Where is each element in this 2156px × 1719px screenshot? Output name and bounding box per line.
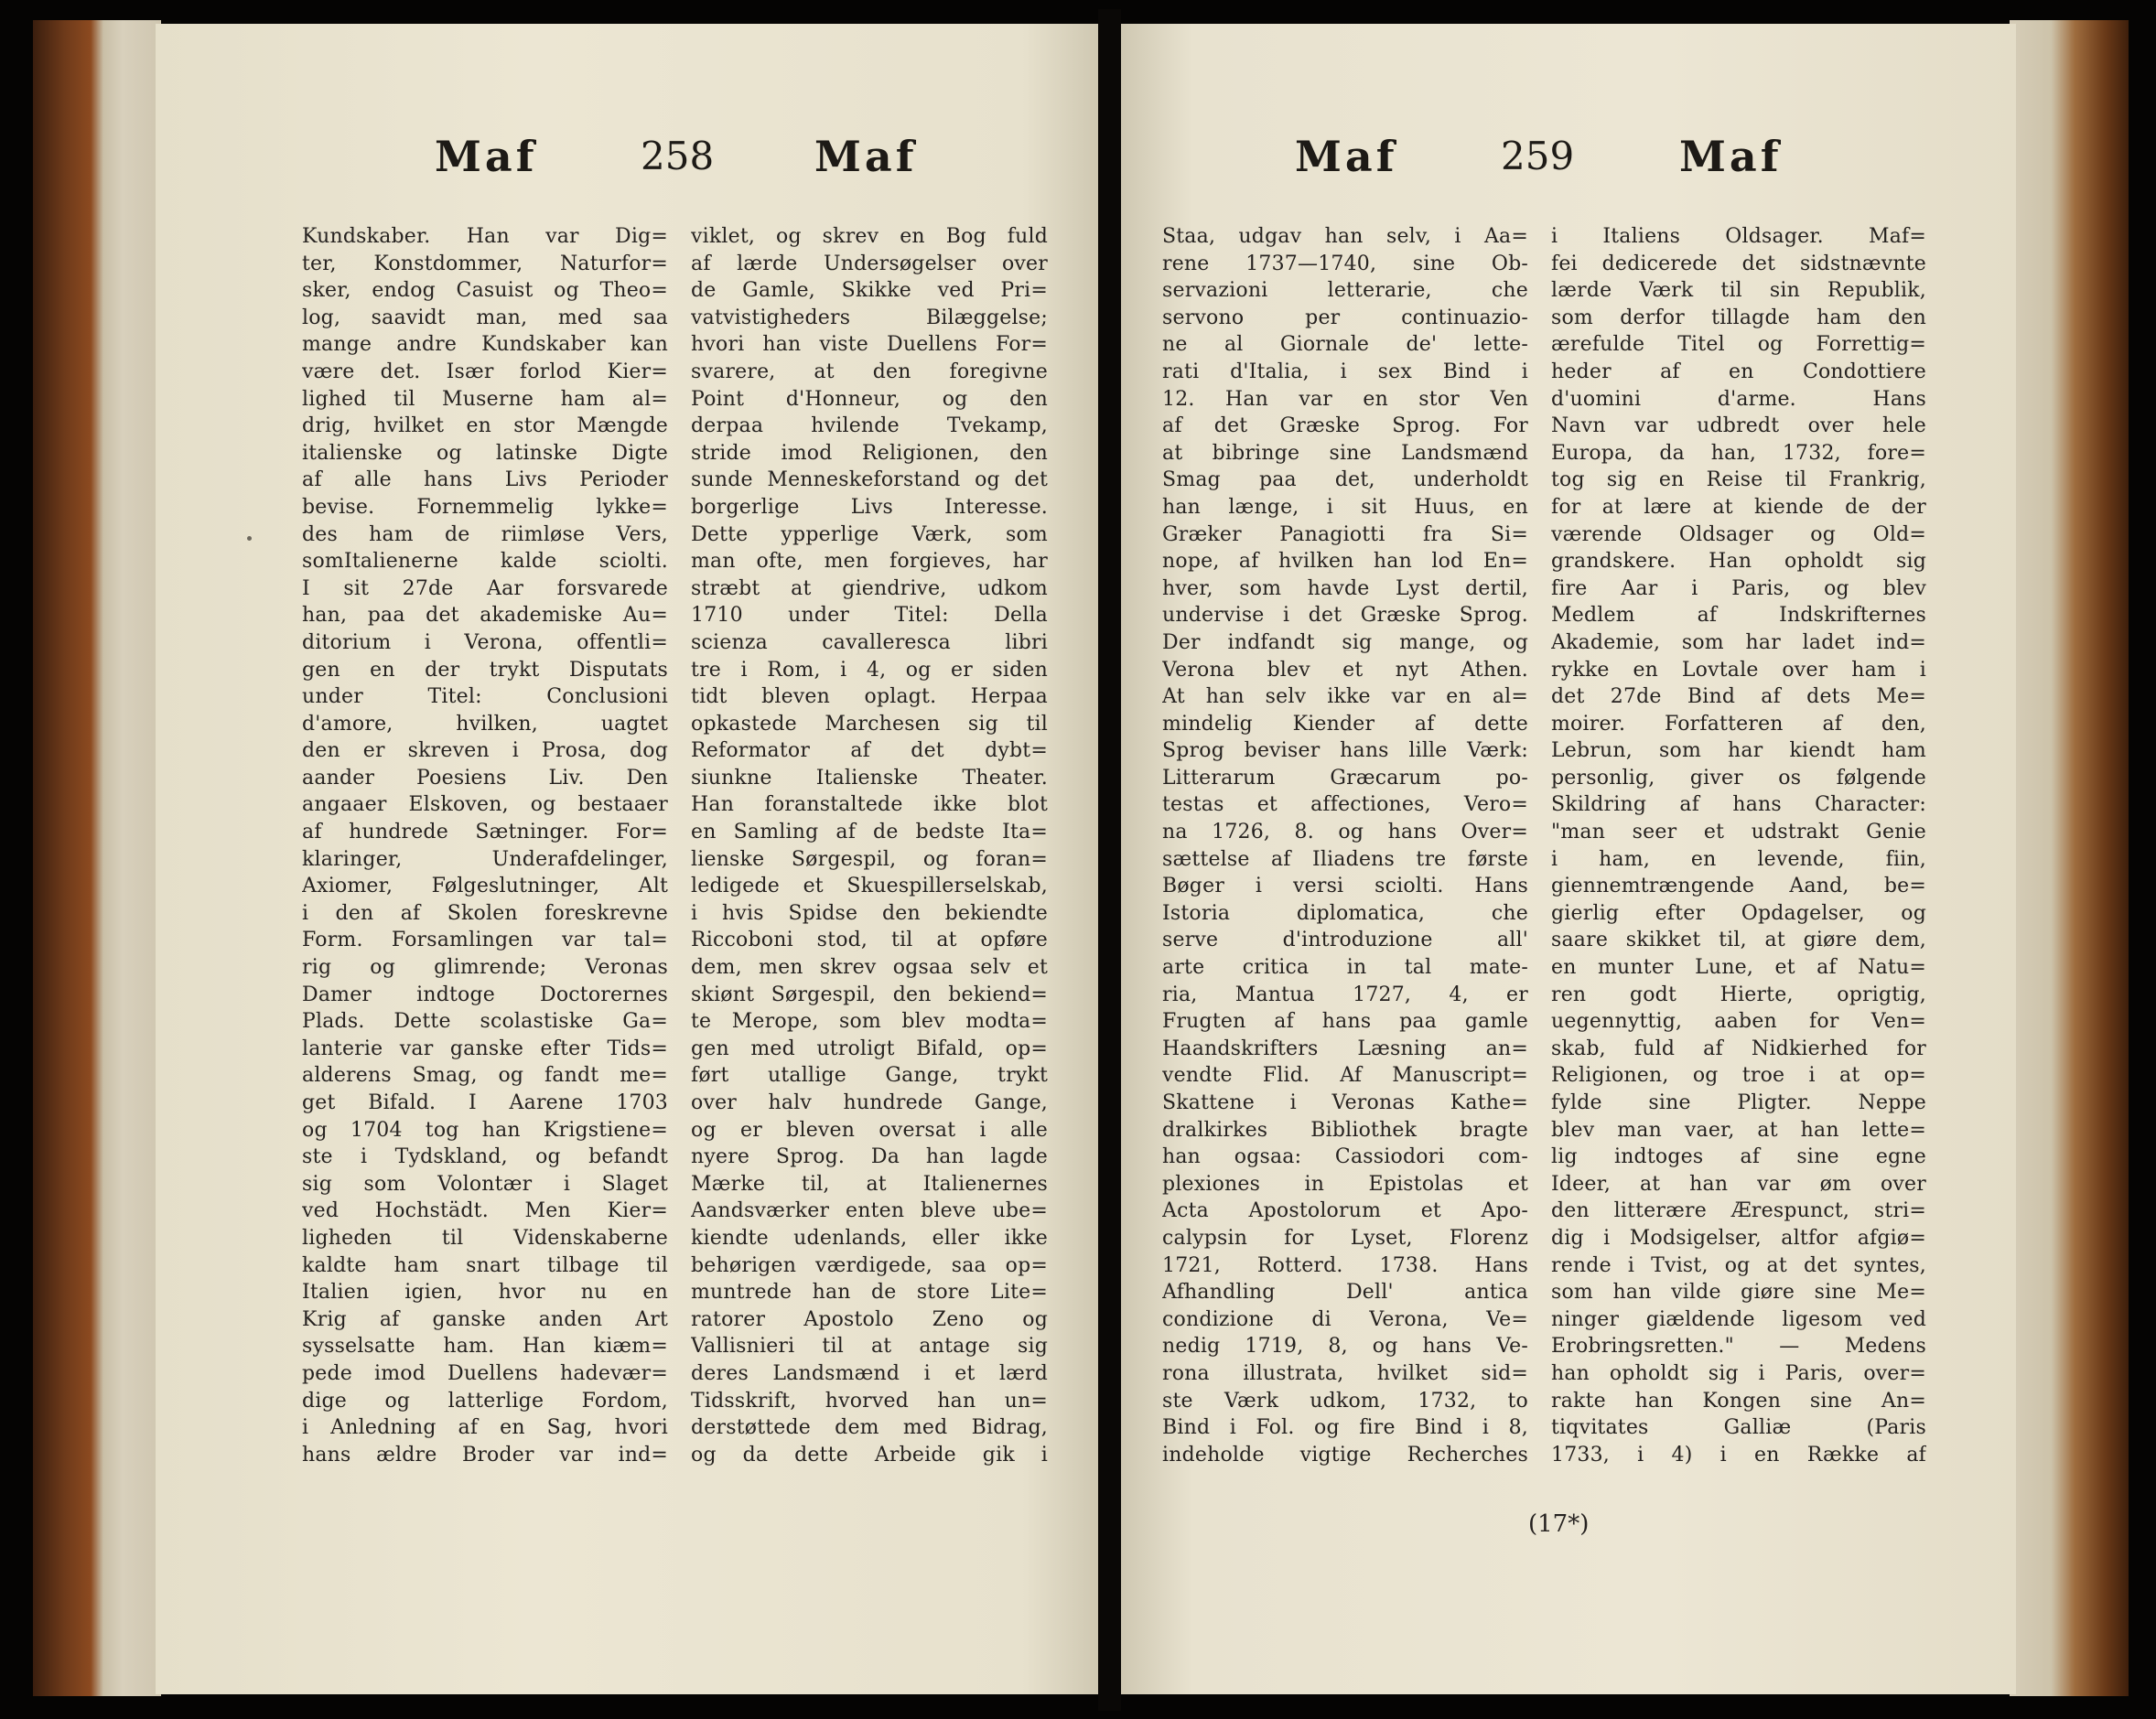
text-line: Staa, udgav han selv, i Aa= [1162,225,1528,248]
text-line: kiendte udenlands, eller ikke [691,1226,1048,1250]
text-line: sunde Menneskeforstand og det [691,468,1048,492]
text-line: Mærke til, at Italienernes [691,1172,1048,1196]
text-line: Reformator af det dybt= [691,739,1048,763]
left-page-column-1 [302,223,668,1468]
text-line: heder af en Condottiere [1551,360,1926,383]
text-line: vendte Flid. Af Manuscript= [1162,1064,1528,1088]
text-line: skab, fuld af Nidkierhed for [1551,1037,1926,1060]
text-line: Tidsskrift, hvorved han un= [691,1389,1048,1413]
text-line: rig og glimrende; Veronas [302,956,668,980]
text-line: d'amore, hvilken, uagtet [302,712,668,736]
text-line: Skildring af hans Character: [1551,793,1926,817]
text-line: 12. Han var en stor Ven [1162,387,1528,411]
text-line: log, saavidt man, med saa [302,306,668,329]
text-line: over halv hundrede Gange, [691,1091,1048,1114]
text-line: d'uomini d'arme. Hans [1551,387,1926,411]
text-line: i den af Skolen foreskrevne [302,901,668,925]
text-line: Form. Forsamlingen var tal= [302,929,668,952]
text-line: "man seer et udstrakt Genie [1551,821,1926,844]
text-line: Frugten af hans paa gamle [1162,1010,1528,1034]
left-binding-edge [33,20,161,1696]
text-line: hver, som havde Lyst dertil, [1162,576,1528,600]
book-gutter [1098,9,1121,1711]
text-line: dralkirkes Bibliothek bragte [1162,1118,1528,1142]
text-line: Lebrun, som har kiendt ham [1551,739,1926,763]
text-line: gen en der trykt Disputats [302,658,668,682]
text-line: mange andre Kundskaber kan [302,333,668,357]
text-line: Riccoboni stod, til at opføre [691,929,1048,952]
text-line: og er bleven oversat i alle [691,1118,1048,1142]
text-line: testas et affectiones, Vero= [1162,793,1528,817]
text-line: bevise. Fornemmelig lykke= [302,495,668,519]
text-line: Erobringsretten." — Medens [1551,1335,1926,1359]
text-line: som derfor tillagde ham den [1551,306,1926,329]
text-line: Bind i Fol. og fire Bind i 8, [1162,1416,1528,1440]
text-line: af hundrede Sætninger. For= [302,821,668,844]
text-line: Kundskaber. Han var Dig= [302,225,668,248]
text-line: ledigede et Skuespillerselskab, [691,875,1048,898]
right-page-number: 259 [1501,134,1575,178]
text-line: han opholdt sig i Paris, over= [1551,1361,1926,1385]
text-line: rona illustrata, hvilket sid= [1162,1361,1528,1385]
text-line: som han vilde giøre sine Me= [1551,1281,1926,1305]
text-line: fire Aar i Paris, og blev [1551,576,1926,600]
text-line: te Merope, som blev modta= [691,1010,1048,1034]
text-line: lærde Værk til sin Republik, [1551,279,1926,303]
text-line: blev man vaer, at han lette= [1551,1118,1926,1142]
text-line: sysselsatte ham. Han kiæm= [302,1335,668,1359]
text-line: stræbt at giendrive, udkom [691,576,1048,600]
text-line: sker, endog Casuist og Theo= [302,279,668,303]
margin-speck [247,536,252,541]
text-line: ren godt Hierte, oprigtig, [1551,983,1926,1006]
text-line: Medlem af Indskrifternes [1551,604,1926,628]
right-binding-edge [2010,20,2129,1696]
text-line: ter, Konstdommer, Naturfor= [302,252,668,275]
text-line: serve d'introduzione all' [1162,929,1528,952]
text-line: hvori han viste Duellens For= [691,333,1048,357]
text-line: den litterære Ærespunct, stri= [1551,1199,1926,1223]
text-line: lighed til Muserne ham al= [302,387,668,411]
left-page-number: 258 [641,134,715,178]
text-line: derstøttede dem med Bidrag, [691,1416,1048,1440]
text-line: den er skreven i Prosa, dog [302,739,668,763]
text-line: siunkne Italienske Theater. [691,766,1048,790]
text-line: mindelig Kiender af dette [1162,712,1528,736]
text-line: Bøger i versi sciolti. Hans [1162,875,1528,898]
text-line: alderens Smag, og fandt me= [302,1064,668,1088]
text-line: Haandskrifters Læsning an= [1162,1037,1528,1060]
text-line: klaringer, Underafdelinger, [302,847,668,871]
text-line: under Titel: Conclusioni [302,685,668,709]
text-line: ligheden til Videnskaberne [302,1226,668,1250]
text-line: personlig, giver os følgende [1551,766,1926,790]
text-line: i hvis Spidse den bekiendte [691,901,1048,925]
text-line: en munter Lune, et af Natu= [1551,956,1926,980]
text-line: i Anledning af en Sag, hvori [302,1416,668,1440]
text-line: I sit 27de Aar forsvarede [302,576,668,600]
text-line: rende i Tvist, og at det syntes, [1551,1253,1926,1277]
text-line: dig i Modsigelser, altfor afgiø= [1551,1226,1926,1250]
right-page-header [1121,123,2016,187]
text-line: af det Græske Sprog. For [1162,414,1528,438]
text-line: Navn var udbredt over hele [1551,414,1926,438]
text-line: 1710 under Titel: Della [691,604,1048,628]
text-line: nope, af hvilken han lod En= [1162,550,1528,574]
text-line: des ham de riimløse Vers, [302,522,668,546]
left-headword-right: Maf [814,132,918,181]
text-line: Aandsværker enten bleve ube= [691,1199,1048,1223]
text-line: at bibringe sine Landsmænd [1162,441,1528,465]
text-line: 1733, i 4) i en Række af [1551,1443,1926,1467]
text-line: og da dette Arbeide gik i [691,1443,1048,1467]
text-line: kaldte ham snart tilbage til [302,1253,668,1277]
text-line: sig som Volontær i Slaget [302,1172,668,1196]
text-line: opkastede Marchesen sig til [691,712,1048,736]
left-page-header [156,123,1098,187]
text-line: undervise i det Græske Sprog. [1162,604,1528,628]
right-headword-left: Maf [1295,132,1398,181]
text-line: ratorer Apostolo Zeno og [691,1307,1048,1331]
text-line: han længe, i sit Huus, en [1162,495,1528,519]
text-line: de Gamle, Skikke ved Pri= [691,279,1048,303]
text-line: ved Hochstädt. Men Kier= [302,1199,668,1223]
text-line: giennemtrængende Aand, be= [1551,875,1926,898]
text-line: vatvistigheders Bilæggelse; [691,306,1048,329]
text-line: na 1726, 8. og hans Over= [1162,821,1528,844]
text-line: skiønt Sørgespil, den bekiend= [691,983,1048,1006]
text-line: Italien igien, hvor nu en [302,1281,668,1305]
text-line: rene 1737—1740, sine Ob- [1162,252,1528,275]
signature-mark: (17*) [1528,1510,1590,1538]
text-line: italienske og latinske Digte [302,441,668,465]
text-line: stride imod Religionen, den [691,441,1048,465]
left-page-column-2 [691,223,1048,1468]
text-line: tog sig en Reise til Frankrig, [1551,468,1926,492]
text-line: Græker Panagiotti fra Si= [1162,522,1528,546]
text-line: deres Landsmænd i et lærd [691,1361,1048,1385]
text-line: ste i Tydskland, og befandt [302,1145,668,1169]
text-line: angaaer Elskoven, og bestaaer [302,793,668,817]
text-line: servazioni letterarie, che [1162,279,1528,303]
text-line: Vallisnieri til at antage sig [691,1335,1048,1359]
text-line: dige og latterlige Fordom, [302,1389,668,1413]
text-line: At han selv ikke var en al= [1162,685,1528,709]
text-line: scienza cavalleresca libri [691,630,1048,654]
text-line: ærefulde Titel og Forrettig= [1551,333,1926,357]
text-line: Plads. Dette scolastiske Ga= [302,1010,668,1034]
text-line: somItalienerne kalde sciolti. [302,550,668,574]
text-line: Point d'Honneur, og den [691,387,1048,411]
text-line: Ideer, at han var øm over [1551,1172,1926,1196]
text-line: servono per continuazio- [1162,306,1528,329]
text-line: calypsin for Lyset, Florenz [1162,1226,1528,1250]
text-line: Axiomer, Følgeslutninger, Alt [302,875,668,898]
text-line: han, paa det akademiske Au= [302,604,668,628]
text-line: dem, men skrev ogsaa selv et [691,956,1048,980]
text-line: gen med utroligt Bifald, op= [691,1037,1048,1060]
text-line: nyere Sprog. Da han lagde [691,1145,1048,1169]
text-line: lig indtoges af sine egne [1551,1145,1926,1169]
text-line: drig, hvilket en stor Mængde [302,414,668,438]
left-headword-left: Maf [435,132,538,181]
text-line: man ofte, men forgieves, har [691,550,1048,574]
text-line: moirer. Forfatteren af den, [1551,712,1926,736]
text-line: plexiones in Epistolas et [1162,1172,1528,1196]
text-line: Religionen, og troe i at op= [1551,1064,1926,1088]
text-line: ninger giældende ligesom ved [1551,1307,1926,1331]
text-line: ste Værk udkom, 1732, to [1162,1389,1528,1413]
text-line: ne al Giornale de' lette- [1162,333,1528,357]
text-line: viklet, og skrev en Bog fuld [691,225,1048,248]
text-line: condizione di Verona, Ve= [1162,1307,1528,1331]
text-line: rati d'Italia, i sex Bind i [1162,360,1528,383]
text-line: fylde sine Pligter. Neppe [1551,1091,1926,1114]
text-line: tidt bleven oplagt. Herpaa [691,685,1048,709]
text-line: en Samling af de bedste Ita= [691,821,1048,844]
text-line: gierlig efter Opdagelser, og [1551,901,1926,925]
text-line: af alle hans Livs Perioder [302,468,668,492]
text-line: borgerlige Livs Interesse. [691,495,1048,519]
text-line: fei dedicerede det sidstnævnte [1551,252,1926,275]
text-line: værende Oldsager og Old= [1551,522,1926,546]
text-line: tiqvitates Galliæ (Paris [1551,1416,1926,1440]
text-line: lienske Sørgespil, og foran= [691,847,1048,871]
text-line: grandskere. Han opholdt sig [1551,550,1926,574]
text-line: Sprog beviser hans lille Værk: [1162,739,1528,763]
text-line: rykke en Lovtale over ham i [1551,658,1926,682]
text-line: Krig af ganske anden Art [302,1307,668,1331]
text-line: Akademie, som har ladet ind= [1551,630,1926,654]
text-line: af lærde Undersøgelser over [691,252,1048,275]
text-line: Damer indtoge Doctorernes [302,983,668,1006]
text-line: saare skikket til, at giøre dem, [1551,929,1926,952]
text-line: være det. Især forlod Kier= [302,360,668,383]
text-line: lanterie var ganske efter Tids= [302,1037,668,1060]
text-line: derpaa hvilende Tvekamp, [691,414,1048,438]
text-line: Han foranstaltede ikke blot [691,793,1048,817]
text-line: i ham, en levende, fiin, [1551,847,1926,871]
text-line: Acta Apostolorum et Apo- [1162,1199,1528,1223]
text-line: pede imod Duellens hadevær= [302,1361,668,1385]
text-line: aander Poesiens Liv. Den [302,766,668,790]
text-line: ditorium i Verona, offentli= [302,630,668,654]
text-line: Istoria diplomatica, che [1162,901,1528,925]
text-line: Litterarum Græcarum po- [1162,766,1528,790]
text-line: Verona blev et nyt Athen. [1162,658,1528,682]
text-line: hans ældre Broder var ind= [302,1443,668,1467]
text-line: 1721, Rotterd. 1738. Hans [1162,1253,1528,1277]
text-line: Smag paa det, underholdt [1162,468,1528,492]
right-headword-right: Maf [1679,132,1783,181]
text-line: nedig 1719, 8, og hans Ve- [1162,1335,1528,1359]
text-line: i Italiens Oldsager. Maf= [1551,225,1926,248]
text-line: Skattene i Veronas Kathe= [1162,1091,1528,1114]
text-line: Dette ypperlige Værk, som [691,522,1048,546]
text-line: arte critica in tal mate- [1162,956,1528,980]
text-line: rakte han Kongen sine An= [1551,1389,1926,1413]
text-line: han ogsaa: Cassiodori com- [1162,1145,1528,1169]
text-line: muntrede han de store Lite= [691,1281,1048,1305]
text-line: Europa, da han, 1732, fore= [1551,441,1926,465]
text-line: behørigen værdigede, saa op= [691,1253,1048,1277]
text-line: svarere, at den foregivne [691,360,1048,383]
text-line: Afhandling Dell' antica [1162,1281,1528,1305]
right-page-column-1 [1162,223,1528,1468]
right-page [1121,24,2016,1694]
text-line: sættelse af Iliadens tre første [1162,847,1528,871]
text-line: tre i Rom, i 4, og er siden [691,658,1048,682]
text-line: og 1704 tog han Krigstiene= [302,1118,668,1142]
text-line: ført utallige Gange, trykt [691,1064,1048,1088]
text-line: for at lære at kiende de der [1551,495,1926,519]
text-line: det 27de Bind af dets Me= [1551,685,1926,709]
text-line: indeholde vigtige Recherches [1162,1443,1528,1467]
left-page [156,24,1098,1694]
text-line: Der indfandt sig mange, og [1162,630,1528,654]
text-line: get Bifald. I Aarene 1703 [302,1091,668,1114]
text-line: uegennyttig, aaben for Ven= [1551,1010,1926,1034]
right-page-column-2 [1551,223,1926,1468]
text-line: ria, Mantua 1727, 4, er [1162,983,1528,1006]
